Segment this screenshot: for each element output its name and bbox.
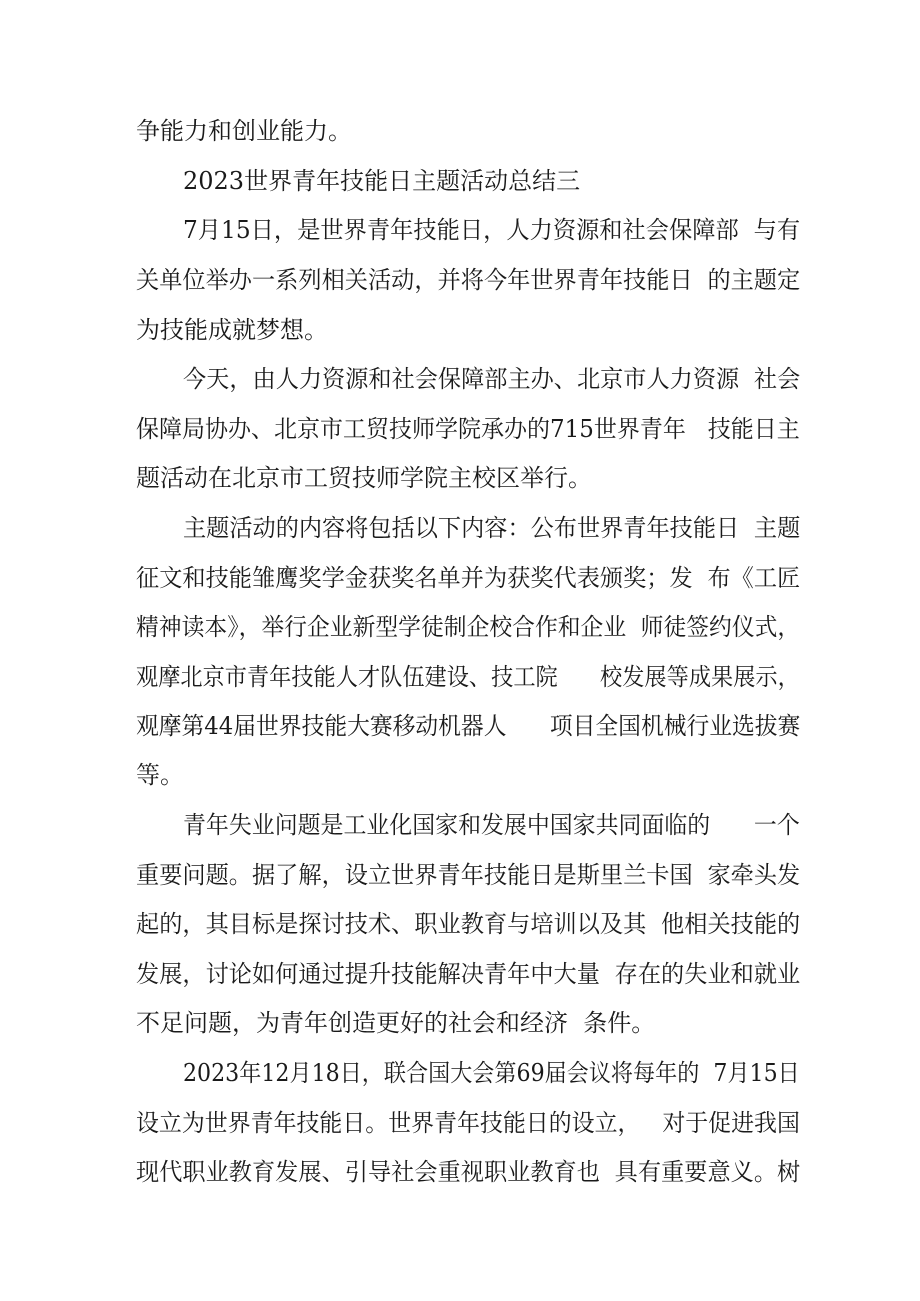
text-line: 7月15日，是世界青年技能日，人力资源和社会保障部 与有	[183, 216, 801, 244]
text-line: 现代职业教育发展、引导社会重视职业教育也 具有重要意义。树	[136, 1158, 801, 1186]
text-line: 发展，讨论如何通过提升技能解决青年中大量 存在的失业和就业	[136, 960, 801, 988]
text-line: 观摩北京市青年技能人才队伍建设、技工院 校发展等成果展示，	[136, 663, 800, 691]
text-line: 题活动在北京市工贸技师学院主校区举行。	[136, 464, 592, 492]
text-line: 今天，由人力资源和社会保障部主办、北京市人力资源 社会	[183, 365, 801, 393]
text-line: 精神读本》，举行企业新型学徒制企校合作和企业 师徒签约仪式，	[136, 613, 801, 641]
text-line: 起的，其目标是探讨技术、职业教育与培训以及其 他相关技能的	[136, 910, 801, 938]
text-line: 观摩第44届世界技能大赛移动机器人 项目全国机械行业选拔赛	[136, 712, 801, 740]
text-line: 设立为世界青年技能日。世界青年技能日的设立， 对于促进我国	[136, 1109, 800, 1137]
text-line: 等。	[136, 761, 184, 789]
text-line: 征文和技能雏鹰奖学金获奖名单并为获奖代表颁奖；发 布《工匠	[136, 564, 801, 592]
text-line: 不足问题，为青年创造更好的社会和经济 条件。	[136, 1009, 656, 1037]
text-line: 主题活动的内容将包括以下内容：公布世界青年技能日 主题	[183, 514, 801, 542]
text-line: 争能力和创业能力。	[136, 117, 352, 145]
text-line: 2023年12月18日，联合国大会第69届会议将每年的 7月15日	[183, 1059, 800, 1087]
text-line: 重要问题。据了解，设立世界青年技能日是斯里兰卡国 家牵头发	[136, 861, 801, 889]
text-line: 关单位举办一系列相关活动，并将今年世界青年技能日 的主题定	[136, 266, 801, 294]
text-line: 为技能成就梦想。	[136, 316, 328, 344]
text-line: 保障局协办、北京市工贸技师学院承办的715世界青年 技能日主	[136, 415, 800, 443]
section-heading: 2023世界青年技能日主题活动总结三	[183, 167, 581, 195]
text-line: 青年失业问题是工业化国家和发展中国家共同面临的 一个	[183, 811, 800, 839]
